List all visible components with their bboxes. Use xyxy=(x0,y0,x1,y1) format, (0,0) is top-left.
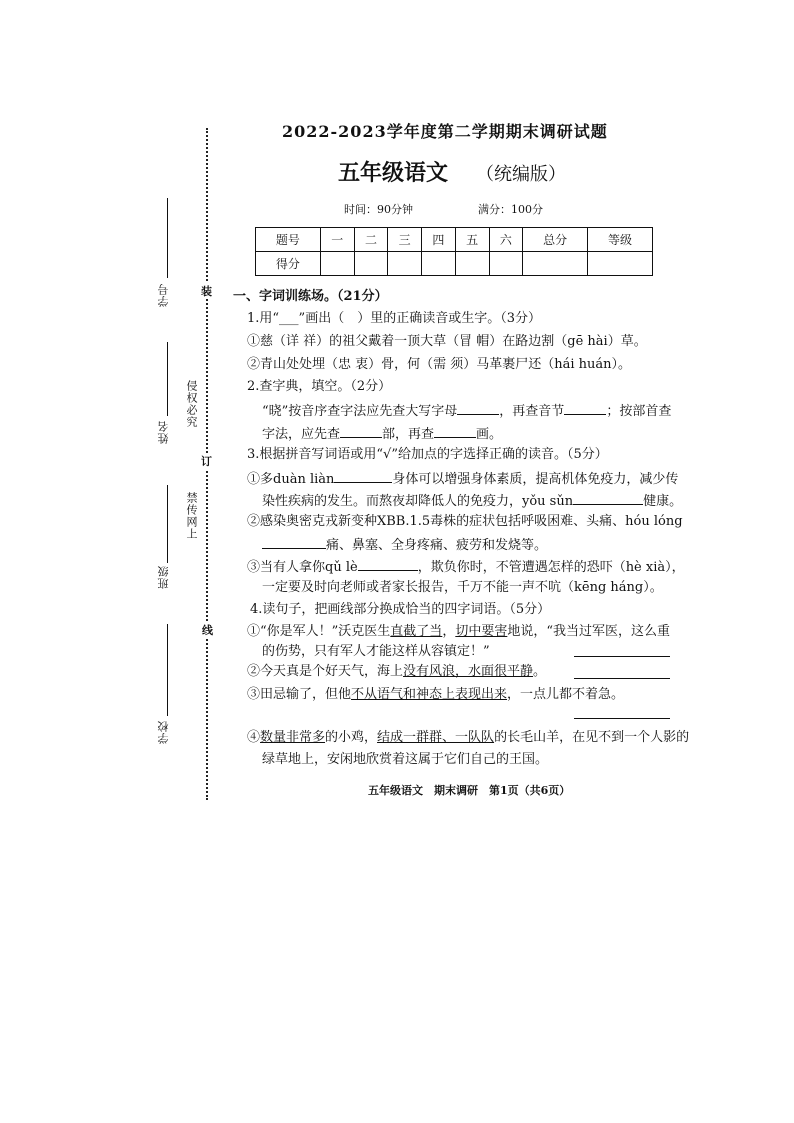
score-header-cell: 一 xyxy=(320,228,354,252)
q2-text: 部，再查 xyxy=(382,427,435,442)
q3-line-4 xyxy=(262,535,547,555)
q4-answer-line-1[interactable] xyxy=(574,656,670,657)
q4-text: ④ xyxy=(247,730,261,745)
score-cell[interactable] xyxy=(588,252,653,276)
exam-title: 2022-2023学年度第二学期期末调研试题 xyxy=(282,122,608,141)
q2-text: ，再查音节 xyxy=(499,404,565,419)
score-table-score-row xyxy=(256,252,653,276)
q3-line-1 xyxy=(247,469,678,489)
q4-line-3 xyxy=(247,663,546,681)
q2-text: ；按部首查 xyxy=(606,404,672,419)
score-cell[interactable] xyxy=(489,252,523,276)
exam-full-score: 满分：100分 xyxy=(478,203,543,216)
score-header-cell: 六 xyxy=(489,228,523,252)
no-upload-note: 禁传网上 xyxy=(185,492,198,540)
name-field[interactable] xyxy=(167,342,168,416)
q3-line-3: ②感染奥密克戎新变种XBB.1.5毒株的症状包括呼吸困难、头痛、hóu lóng xyxy=(247,514,683,529)
q3-blank-yousun[interactable] xyxy=(573,491,643,505)
score-header-cell: 四 xyxy=(422,228,456,252)
score-header-cell: 二 xyxy=(354,228,388,252)
q3-line-5 xyxy=(247,557,685,577)
binding-mark-xian: 线 xyxy=(202,624,213,637)
q4-underlined-phrase: 切中要害 xyxy=(455,624,508,639)
score-cell[interactable] xyxy=(354,252,388,276)
q3-line-6: 一定要及时向老师或者家长报告，千万不能一声不吭（kēng háng）。 xyxy=(262,580,663,595)
subject-title: 五年级语文 xyxy=(338,160,449,186)
q2-line-2 xyxy=(262,424,502,444)
q4-text: 。 xyxy=(533,664,547,679)
score-cell[interactable] xyxy=(422,252,456,276)
score-cell[interactable] xyxy=(455,252,489,276)
q1-item-1[interactable]: ①慈（详 祥）的祖父戴着一顶大草（冒 帽）在路边割（gē hài）草。 xyxy=(247,334,647,349)
q4-line-2: 的伤势，只有军人才能这样从容镇定！” xyxy=(262,644,490,659)
copyright-note: 侵权必究 xyxy=(185,380,198,428)
score-cell[interactable] xyxy=(320,252,354,276)
student-id-label: 学号 xyxy=(157,283,170,307)
q4-line-5 xyxy=(247,729,689,747)
score-cell[interactable] xyxy=(388,252,422,276)
q2-text: “晓”按音序查字法应先查大写字母 xyxy=(262,404,458,419)
q4-text: ，一点儿都不着急。 xyxy=(507,687,625,702)
q4-text: 的长毛山羊，在见不到一个人影的 xyxy=(494,730,690,745)
q4-underlined-phrase: 数量非常多 xyxy=(260,730,326,745)
q3-text: 痛、鼻塞、全身疼痛、疲劳和发烧等。 xyxy=(326,538,548,553)
q4-line-4 xyxy=(247,686,624,704)
score-cell[interactable] xyxy=(523,252,588,276)
q4-line-6: 绿草地上，安闲地欣赏着这属于它们自己的王国。 xyxy=(262,752,549,767)
q4-line-1 xyxy=(247,623,670,641)
score-header-cell: 三 xyxy=(388,228,422,252)
score-header-cell: 五 xyxy=(455,228,489,252)
q3-text: 染性疾病的发生。而熬夜却降低人的免疫力，yǒu sǔn xyxy=(262,494,574,509)
q4-text: ③田忌输了，但他 xyxy=(247,687,352,702)
q4-text: ， xyxy=(442,624,456,639)
q1-item-2[interactable]: ②青山处处埋（忠 衷）骨，何（需 须）马革裹尸还（hái huán）。 xyxy=(247,357,632,372)
binding-mark-zhuang: 装 xyxy=(201,285,212,298)
page-footer: 五年级语文 期末调研 第1页（共6页） xyxy=(368,784,571,797)
q3-text: ，欺负你时，不管遭遇怎样的恐吓（hè xià）， xyxy=(417,560,685,575)
q2-blank-letter[interactable] xyxy=(457,401,499,415)
q4-answer-line-3[interactable] xyxy=(574,718,670,719)
class-field[interactable] xyxy=(167,485,168,563)
q4-answer-line-2[interactable] xyxy=(574,678,670,679)
q3-instruction: 3.根据拼音写词语或用“√”给加点的字选择正确的读音。（5分） xyxy=(247,447,608,462)
name-label: 姓名 xyxy=(157,420,170,444)
score-table-header-row xyxy=(256,228,653,252)
q3-text: 健康。 xyxy=(643,494,683,509)
school-label: 学校 xyxy=(157,720,170,744)
q2-text: 字法，应先查 xyxy=(262,427,341,442)
score-table xyxy=(255,227,653,276)
q3-line-2 xyxy=(262,491,682,511)
binding-mark-ding: 订 xyxy=(201,455,212,468)
q4-underlined-phrase: 不从语气和神态上表现出来 xyxy=(351,687,508,702)
q2-blank-syllable[interactable] xyxy=(564,401,606,415)
q2-instruction: 2.查字典，填空。（2分） xyxy=(247,379,392,394)
q2-text: 画。 xyxy=(476,427,503,442)
score-header-cell: 总分 xyxy=(523,228,588,252)
q4-text: 地说，“我当过军医，这么重 xyxy=(507,624,670,639)
q3-blank-qule[interactable] xyxy=(358,557,418,571)
q2-blank-strokes[interactable] xyxy=(434,424,476,438)
q2-line-1 xyxy=(262,401,671,421)
q3-text: ①多duàn liàn xyxy=(247,472,335,487)
score-row-label: 得分 xyxy=(256,252,321,276)
score-header-cell: 等级 xyxy=(588,228,653,252)
school-field[interactable] xyxy=(167,624,168,716)
q4-underlined-phrase: 没有风浪，水面很平静 xyxy=(403,664,534,679)
q1-instruction: 1.用“___”画出（ ）里的正确读音或生字。（3分） xyxy=(247,311,541,326)
section-title: 一、字词训练场。（21分） xyxy=(233,289,388,304)
exam-time: 时间：90分钟 xyxy=(344,203,413,216)
q3-text: 身体可以增强身体素质，提高机体免疫力，减少传 xyxy=(392,472,679,487)
class-label: 班级 xyxy=(157,565,170,589)
q4-text: 的小鸡， xyxy=(325,730,378,745)
q2-blank-radical[interactable] xyxy=(340,424,382,438)
q3-blank-duanlian[interactable] xyxy=(334,469,392,483)
score-header-cell: 题号 xyxy=(256,228,321,252)
q3-text: ③当有人拿你qǔ lè xyxy=(247,560,358,575)
q4-underlined-phrase: 结成一群群、一队队 xyxy=(377,730,495,745)
q3-blank-houlong[interactable] xyxy=(262,535,326,549)
q4-underlined-phrase: 直截了当 xyxy=(390,624,443,639)
edition-label: （统编版） xyxy=(476,164,566,185)
q4-instruction: 4.读句子，把画线部分换成恰当的四字词语。（5分） xyxy=(250,602,551,617)
q4-text: ②今天真是个好天气，海上 xyxy=(247,664,404,679)
q4-text: ①“你是军人！”沃克医生 xyxy=(247,624,391,639)
student-id-field[interactable] xyxy=(167,198,168,278)
